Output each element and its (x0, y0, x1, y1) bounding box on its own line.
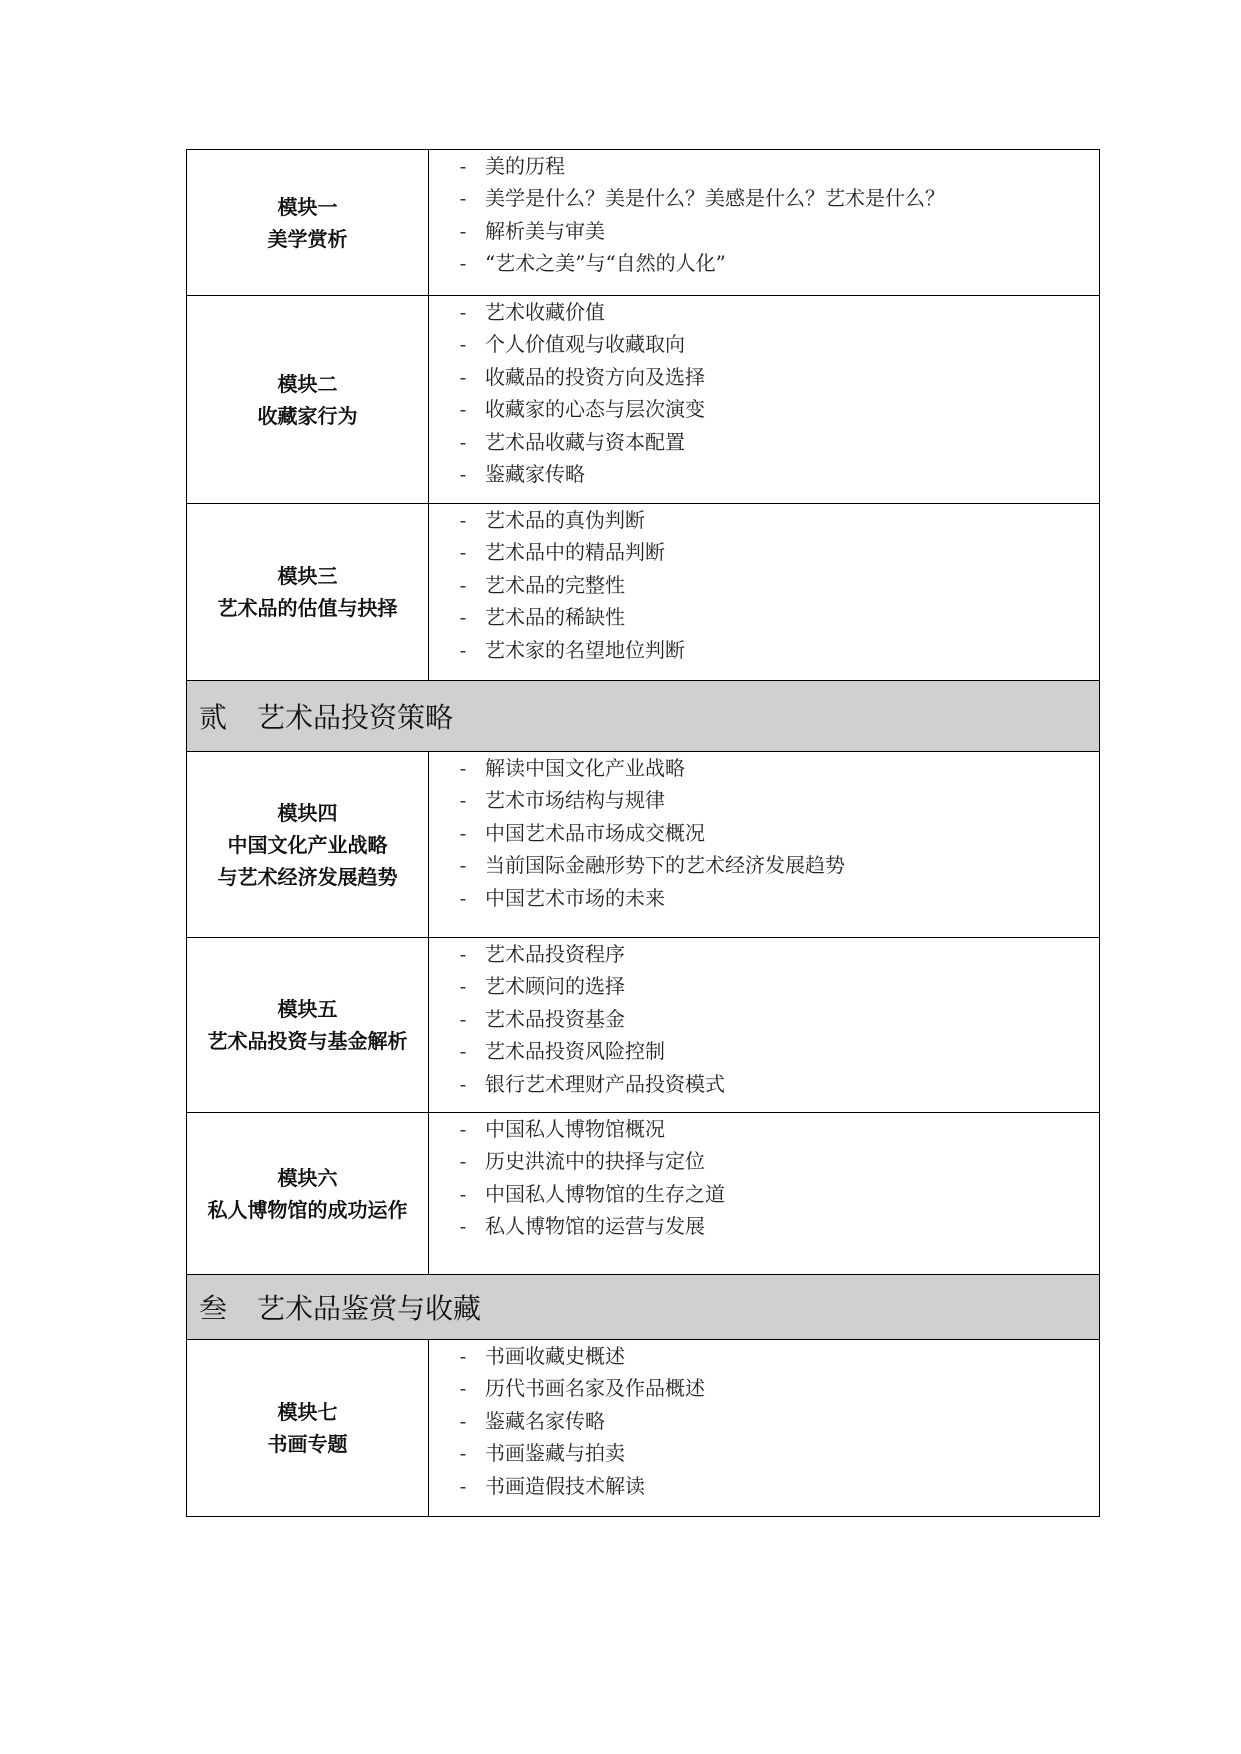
topic-text: 鉴藏家传略 (485, 461, 585, 486)
topic-list (429, 504, 1099, 666)
module-topics-cell (429, 296, 1100, 504)
list-dash: - (459, 942, 467, 966)
topic-text: 艺术家的名望地位判断 (485, 637, 685, 662)
module-name-cell (187, 938, 429, 1113)
list-dash: - (459, 1006, 467, 1031)
module-number: 模块二 (277, 371, 338, 396)
topic-item (429, 817, 1099, 849)
topic-text: 美的历程 (485, 154, 565, 178)
module-title: 私人博物馆的成功运作 (207, 1197, 408, 1222)
topic-item (429, 296, 1099, 328)
topic-item (429, 938, 1099, 970)
module-row (187, 1113, 1100, 1275)
topic-text: 书画收藏史概述 (485, 1344, 625, 1368)
topic-text: 书画造假技术解读 (485, 1473, 645, 1498)
list-dash: - (459, 605, 467, 630)
topic-item (429, 882, 1099, 914)
topic-text: 当前国际金融形势下的艺术经济发展趋势 (485, 853, 845, 878)
list-dash: - (459, 853, 467, 878)
topic-text: 艺术品的真伪判断 (485, 508, 645, 532)
module-row (187, 504, 1100, 681)
topic-item (429, 426, 1099, 458)
list-dash: - (459, 218, 467, 243)
topic-item (429, 328, 1099, 360)
topic-text: 收藏家的心态与层次演变 (485, 397, 705, 422)
topic-text: 解析美与审美 (485, 218, 605, 243)
topic-list (429, 296, 1099, 490)
section-numeral: 贰 (199, 701, 228, 734)
topic-text: 中国私人博物馆的生存之道 (485, 1181, 725, 1206)
module-name-cell (187, 150, 429, 296)
section-title: 艺术品投资策略 (257, 701, 454, 734)
module-topics-cell (429, 1340, 1100, 1517)
topic-list (429, 1340, 1099, 1502)
module-number: 模块六 (277, 1165, 338, 1190)
list-dash: - (459, 1408, 467, 1433)
module-name-cell (187, 1340, 429, 1517)
list-dash: - (459, 508, 467, 532)
topic-text: 艺术品中的精品判断 (485, 540, 665, 565)
module-row (187, 150, 1100, 296)
topic-text: 解读中国文化产业战略 (485, 756, 685, 780)
module-number: 模块一 (277, 194, 338, 219)
topic-text: 历史洪流中的抉择与定位 (485, 1149, 705, 1174)
section-numeral: 叁 (199, 1292, 228, 1325)
topic-text: 艺术品收藏与资本配置 (485, 429, 685, 454)
module-row (187, 938, 1100, 1113)
topic-text: 美学是什么？美是什么？美感是什么？艺术是什么？ (485, 186, 945, 211)
list-dash: - (459, 251, 467, 276)
list-dash: - (459, 1344, 467, 1368)
topic-list (429, 1113, 1099, 1243)
list-dash: - (459, 1473, 467, 1498)
list-dash: - (459, 461, 467, 486)
list-dash: - (459, 1149, 467, 1174)
list-dash: - (459, 1214, 467, 1239)
section-header-row (187, 681, 1100, 752)
list-dash: - (459, 1039, 467, 1064)
module-title: 与艺术经济发展趋势 (217, 864, 398, 889)
topic-item (429, 393, 1099, 425)
topic-text: 艺术市场结构与规律 (485, 788, 665, 813)
list-dash: - (459, 974, 467, 999)
topic-text: 中国艺术品市场成交概况 (485, 820, 705, 845)
topic-item (429, 504, 1099, 536)
topic-item (429, 458, 1099, 490)
list-dash: - (459, 788, 467, 813)
topic-item (429, 150, 1099, 182)
module-row (187, 1340, 1100, 1517)
topic-text: 艺术顾问的选择 (485, 974, 625, 999)
module-title: 中国文化产业战略 (227, 832, 388, 857)
list-dash: - (459, 300, 467, 324)
topic-text: 鉴藏名家传略 (485, 1408, 605, 1433)
module-number: 模块七 (277, 1400, 338, 1424)
list-dash: - (459, 1071, 467, 1096)
list-dash: - (459, 154, 467, 178)
topic-item (429, 569, 1099, 601)
module-topics-cell (429, 1113, 1100, 1275)
topic-text: 艺术品投资基金 (485, 1006, 625, 1031)
topic-item (429, 1145, 1099, 1177)
topic-item (429, 1372, 1099, 1404)
module-name-cell (187, 504, 429, 681)
topic-item (429, 1003, 1099, 1035)
curriculum-table (186, 149, 1100, 1517)
topic-text: 艺术收藏价值 (485, 300, 605, 324)
module-row (187, 752, 1100, 938)
topic-list (429, 752, 1099, 914)
topic-text: 个人价值观与收藏取向 (485, 332, 685, 357)
curriculum-document (186, 149, 1100, 1517)
topic-item (429, 784, 1099, 816)
topic-item (429, 215, 1099, 247)
topic-item (429, 247, 1099, 279)
list-dash: - (459, 1376, 467, 1401)
topic-text: 银行艺术理财产品投资模式 (485, 1071, 725, 1096)
list-dash: - (459, 1441, 467, 1466)
topic-item (429, 970, 1099, 1002)
module-title: 美学赏析 (267, 226, 348, 251)
topic-item (429, 752, 1099, 784)
module-title: 艺术品的估值与抉择 (217, 596, 398, 620)
topic-item (429, 1210, 1099, 1242)
section-header (187, 681, 1100, 752)
topic-item (429, 182, 1099, 214)
section-title: 艺术品鉴赏与收藏 (257, 1292, 482, 1325)
module-name-cell (187, 1113, 429, 1275)
list-dash: - (459, 572, 467, 597)
topic-text: 私人博物馆的运营与发展 (485, 1214, 705, 1239)
topic-item (429, 634, 1099, 666)
topic-item (429, 361, 1099, 393)
module-topics-cell (429, 150, 1100, 296)
topic-list (429, 938, 1099, 1100)
section-header-row (187, 1275, 1100, 1340)
list-dash: - (459, 885, 467, 910)
topic-item (429, 1470, 1099, 1502)
list-dash: - (459, 397, 467, 422)
list-dash: - (459, 364, 467, 389)
module-name-cell (187, 296, 429, 504)
module-number: 模块四 (277, 800, 338, 825)
module-topics-cell (429, 752, 1100, 938)
topic-item (429, 1035, 1099, 1067)
list-dash: - (459, 186, 467, 211)
topic-item (429, 536, 1099, 568)
module-name-cell (187, 752, 429, 938)
module-number: 模块三 (277, 564, 338, 588)
topic-item (429, 1437, 1099, 1469)
topic-text: 历代书画名家及作品概述 (485, 1376, 705, 1401)
topic-list (429, 150, 1099, 280)
module-number: 模块五 (277, 997, 338, 1021)
topic-item (429, 1068, 1099, 1100)
topic-text: 中国私人博物馆概况 (485, 1117, 665, 1141)
topic-item (429, 1405, 1099, 1437)
list-dash: - (459, 332, 467, 357)
topic-item (429, 1340, 1099, 1372)
topic-text: 收藏品的投资方向及选择 (485, 364, 705, 389)
list-dash: - (459, 1181, 467, 1206)
list-dash: - (459, 540, 467, 565)
topic-text: 中国艺术市场的未来 (485, 885, 665, 910)
topic-text: “艺术之美”与“自然的人化” (485, 251, 726, 276)
topic-item (429, 849, 1099, 881)
topic-item (429, 1113, 1099, 1145)
module-title: 书画专题 (267, 1432, 348, 1456)
list-dash: - (459, 637, 467, 662)
list-dash: - (459, 756, 467, 780)
module-title: 收藏家行为 (257, 403, 358, 428)
topic-text: 艺术品的稀缺性 (485, 605, 625, 630)
topic-item (429, 601, 1099, 633)
topic-text: 艺术品的完整性 (485, 572, 625, 597)
topic-item (429, 1178, 1099, 1210)
list-dash: - (459, 429, 467, 454)
topic-text: 艺术品投资风险控制 (485, 1039, 665, 1064)
module-topics-cell (429, 504, 1100, 681)
list-dash: - (459, 820, 467, 845)
module-topics-cell (429, 938, 1100, 1113)
module-title: 艺术品投资与基金解析 (207, 1029, 408, 1053)
section-header (187, 1275, 1100, 1340)
topic-text: 书画鉴藏与拍卖 (485, 1441, 625, 1466)
list-dash: - (459, 1117, 467, 1141)
topic-text: 艺术品投资程序 (485, 942, 625, 966)
module-row (187, 296, 1100, 504)
